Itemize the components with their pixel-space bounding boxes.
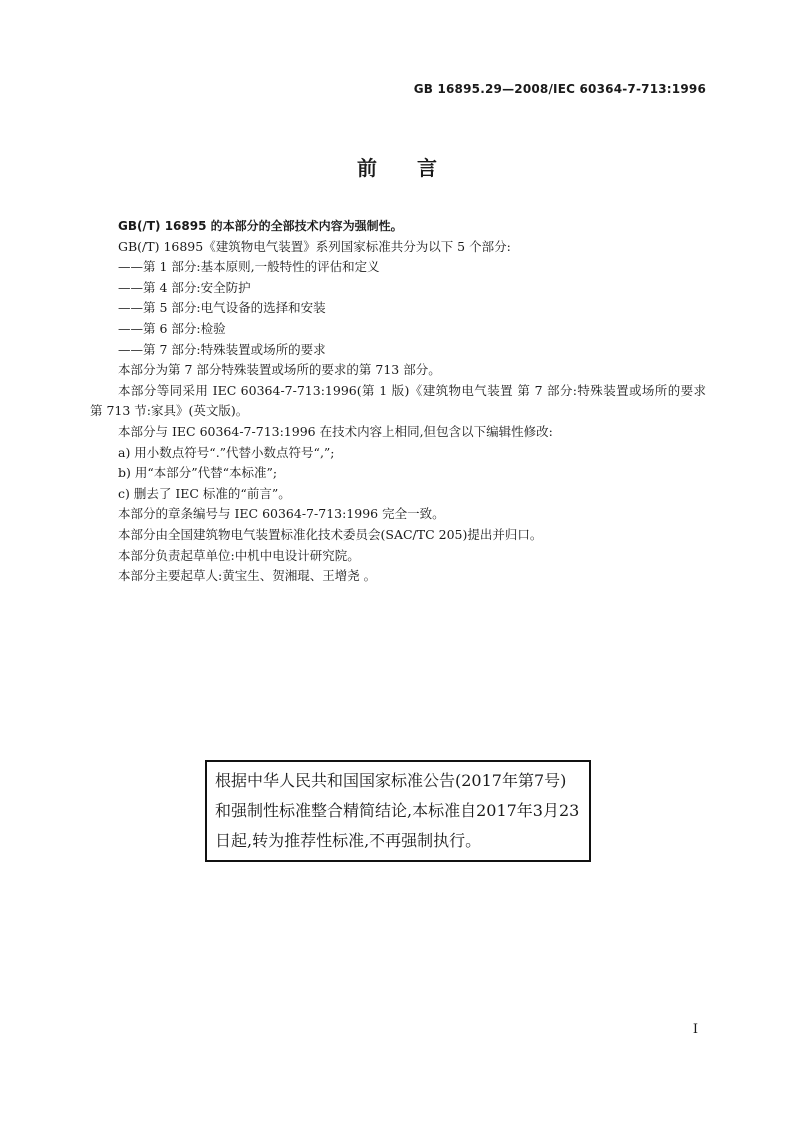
paragraph-differences: 本部分与 IEC 60364-7-713:1996 在技术内容上相同,但包含以下编辑性修改: — [118, 423, 553, 439]
page-title — [0, 152, 794, 181]
paragraph-drafting-unit: 本部分负责起草单位:中机中电设计研究院。 — [118, 547, 360, 563]
paragraph-proposer: 本部分由全国建筑物电气装置标准化技术委员会(SAC/TC 205)提出并归口。 — [118, 526, 543, 542]
list-item-part-5: ——第 5 部分:电气设备的选择和安装 — [118, 300, 326, 316]
paragraph-adoption: 本部分等同采用 IEC 60364-7-713:1996(第 1 版)《建筑物电气装置 第 7 部分:特殊装置或场所的要求 第 713 节:家具》(英文版)。 — [90, 382, 706, 419]
list-item-part-1: ——第 1 部分:基本原则,一般特性的评估和定义 — [118, 259, 380, 275]
standard-code-header: GB 16895.29—2008/IEC 60364-7-713:1996 — [413, 82, 706, 96]
list-item-edit-c: c) 删去了 IEC 标准的“前言”。 — [118, 485, 291, 501]
page-number: I — [692, 1022, 698, 1037]
paragraph-drafters: 本部分主要起草人:黄宝生、贺湘琨、王增尧 。 — [118, 568, 377, 584]
paragraph-series-intro: GB(/T) 16895《建筑物电气装置》系列国家标准共分为以下 5 个部分: — [118, 238, 511, 254]
notice-box: 根据中华人民共和国国家标准公告(2017年第7号)和强制性标准整合精简结论,本标准自2017年3月23日起,转为推荐性标准,不再强制执行。 — [205, 760, 591, 862]
title-part-2: 言 — [417, 156, 437, 180]
list-item-part-6: ——第 6 部分:检验 — [118, 320, 226, 336]
list-item-edit-a: a) 用小数点符号“.”代替小数点符号“,”; — [118, 444, 335, 460]
paragraph-mandatory-statement: GB(/T) 16895 的本部分的全部技术内容为强制性。 — [118, 219, 403, 233]
title-part-1: 前 — [357, 156, 377, 180]
paragraph-part-scope: 本部分为第 7 部分特殊装置或场所的要求的第 713 部分。 — [118, 362, 441, 378]
list-item-edit-b: b) 用“本部分”代替“本标准”; — [118, 465, 278, 481]
foreword-body — [90, 216, 706, 587]
list-item-part-7: ——第 7 部分:特殊装置或场所的要求 — [118, 341, 326, 357]
paragraph-numbering: 本部分的章条编号与 IEC 60364-7-713:1996 完全一致。 — [118, 506, 445, 522]
list-item-part-4: ——第 4 部分:安全防护 — [118, 279, 251, 295]
